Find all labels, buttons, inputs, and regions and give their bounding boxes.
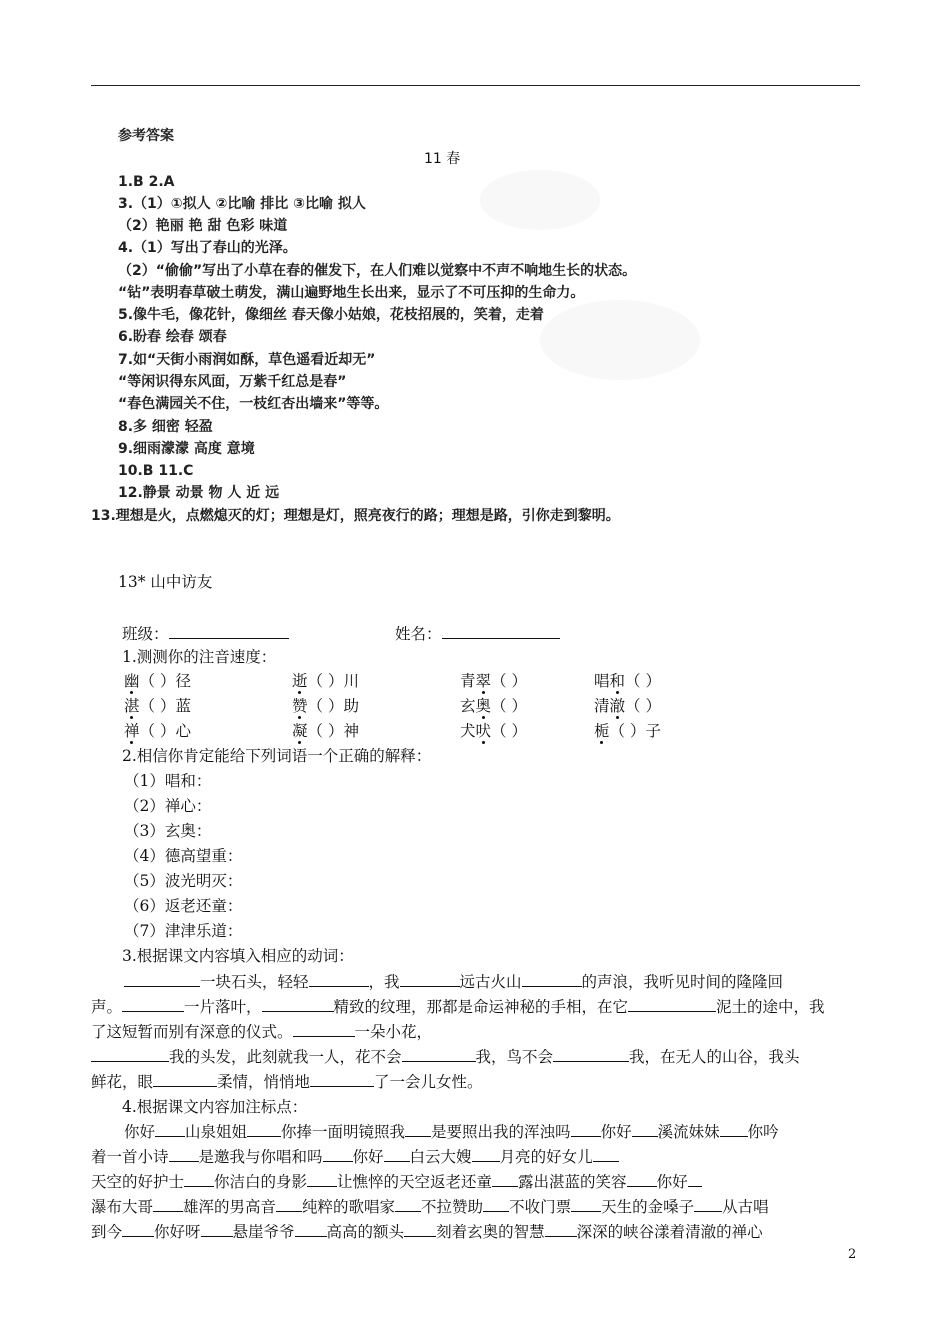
answer-line: 6.盼春 绘春 颂春 <box>118 329 227 345</box>
punctuation-blank[interactable] <box>153 1197 183 1212</box>
answer-line: 12.静景 动景 物 人 近 远 <box>118 485 280 501</box>
pinyin-item[interactable]: 禅（ ）心 <box>124 722 191 740</box>
answer-line: “钻”表明春草破土萌发，满山遍野地生长出来，显示了不可压抑的生命力。 <box>118 285 585 301</box>
punctuation-blank[interactable] <box>395 1197 421 1212</box>
pinyin-item[interactable]: 幽（ ）径 <box>124 672 191 690</box>
pinyin-item[interactable]: 唱和（ ） <box>594 672 661 690</box>
q3-prompt: 3.根据课文内容填入相应的动词： <box>122 947 354 965</box>
punctuation-blank[interactable] <box>720 1122 748 1137</box>
answer-line: “等闲识得东风面，万紫千红总是春” <box>118 374 347 390</box>
name-label: 姓名： <box>395 625 442 643</box>
punctuation-blank[interactable] <box>247 1122 281 1137</box>
answer-line: “春色满园关不住，一枝红杏出墙来”等等。 <box>118 396 389 412</box>
q1-prompt: 1.测测你的注音速度： <box>122 648 277 666</box>
answer-line: 8.多 细密 轻盈 <box>118 419 213 435</box>
class-blank[interactable] <box>169 624 289 639</box>
pinyin-item[interactable]: 栀（ ）子 <box>594 722 661 740</box>
q4-line: 天空的好护士 你洁白的身影 让憔悴的天空返老还童 露出湛蓝的笑容 你好 <box>91 1171 702 1193</box>
punctuation-blank[interactable] <box>384 1147 410 1162</box>
watermark <box>480 170 600 230</box>
pinyin-item[interactable]: 赞（ ）助 <box>292 697 359 715</box>
q3-line-3: 了这短暂而别有深意的仪式。 一朵小花， <box>91 1023 433 1041</box>
punctuation-blank[interactable] <box>483 1197 509 1212</box>
punctuation-blank[interactable] <box>404 1222 436 1237</box>
q3-line-2: 声。 一片落叶， 精致的纹理，那都是命运神秘的手相，在它 泥土的途中，我 <box>91 998 825 1016</box>
q3-line-5: 鲜花，眼 柔情，悄悄地 了一会儿女性。 <box>91 1073 483 1091</box>
page-number: 2 <box>848 1247 857 1262</box>
punctuation-blank[interactable] <box>276 1197 302 1212</box>
definition-item[interactable]: （6）返老还童： <box>124 897 243 915</box>
watermark <box>540 300 700 380</box>
punctuation-blank[interactable] <box>571 1122 601 1137</box>
answer-line: 13.理想是火，点燃熄灭的灯；理想是灯，照亮夜行的路；理想是路，引你走到黎明。 <box>91 508 620 524</box>
pinyin-item[interactable]: 青翠（ ） <box>460 672 527 690</box>
class-label: 班级： <box>122 625 169 643</box>
punctuation-blank[interactable] <box>405 1122 431 1137</box>
answer-line: 10.B 11.C <box>118 463 194 479</box>
punctuation-blank[interactable] <box>184 1172 214 1187</box>
punctuation-blank[interactable] <box>571 1197 601 1212</box>
q3-line-4: 我的头发，此刻就我一人，花不会 我，鸟不会 我，在无人的山谷，我头 <box>91 1046 800 1068</box>
answer-line: 5.像牛毛，像花针，像细丝 春天像小姑娘，花枝招展的，笑着，走着 <box>118 307 544 323</box>
punctuation-blank[interactable] <box>593 1147 619 1162</box>
header-rule <box>91 85 860 86</box>
name-blank[interactable] <box>442 624 560 639</box>
punctuation-blank[interactable] <box>627 1172 657 1187</box>
punctuation-blank[interactable] <box>694 1197 722 1212</box>
answer-line: 7.如“天街小雨润如酥，草色遥看近却无” <box>118 352 376 368</box>
punctuation-blank[interactable] <box>122 1222 154 1237</box>
punctuation-blank[interactable] <box>169 1147 199 1162</box>
punctuation-blank[interactable] <box>155 1122 185 1137</box>
punctuation-blank[interactable] <box>323 1147 353 1162</box>
answers-heading: 参考答案 <box>118 128 174 144</box>
pinyin-item[interactable]: 湛（ ）蓝 <box>124 697 191 715</box>
answer-line: （2）“偷偷”写出了小草在春的催发下，在人们难以觉察中不声不响地生长的状态。 <box>118 263 637 279</box>
answer-line: （2）艳丽 艳 甜 色彩 味道 <box>118 218 288 234</box>
answer-line: 4.（1）写出了春山的光泽。 <box>118 240 297 256</box>
definition-item[interactable]: （2）禅心： <box>124 797 212 815</box>
name-field[interactable] <box>395 623 560 645</box>
q4-prompt: 4.根据课文内容加注标点： <box>122 1098 308 1116</box>
pinyin-item[interactable]: 逝（ ）川 <box>292 672 359 690</box>
punctuation-blank[interactable] <box>201 1222 233 1237</box>
q2-prompt: 2.相信你肯定能给下列词语一个正确的解释： <box>122 747 432 765</box>
q4-line: 着一首小诗 是邀我与你唱和吗 你好 白云大嫂 月亮的好女儿 <box>91 1146 619 1168</box>
pinyin-item[interactable]: 凝（ ）神 <box>292 722 359 740</box>
punctuation-blank[interactable] <box>688 1172 702 1187</box>
definition-item[interactable]: （5）波光明灭： <box>124 872 243 890</box>
definition-item[interactable]: （7）津津乐道： <box>124 922 243 940</box>
lesson-title: 13* 山中访友 <box>118 573 213 591</box>
answer-line: 1.B 2.A <box>118 174 175 190</box>
q4-line: 你好 山泉姐姐 你捧一面明镜照我 是要照出我的浑浊吗 你好 溪流妹妹 你吟 <box>124 1123 779 1141</box>
punctuation-blank[interactable] <box>632 1122 658 1137</box>
q4-line: 瀑布大哥 雄浑的男高音 纯粹的歌唱家 不拉赞助 不收门票 天生的金嗓子 从古唱 <box>91 1198 769 1216</box>
definition-item[interactable]: （3）玄奥： <box>124 822 212 840</box>
punctuation-blank[interactable] <box>492 1172 518 1187</box>
answer-line: 3.（1）①拟人 ②比喻 排比 ③比喻 拟人 <box>118 196 366 212</box>
q3-line-1: 一块石头，轻轻 ，我 远古火山 的声浪，我听见时间的隆隆回 <box>124 971 783 993</box>
class-field[interactable] <box>122 623 289 645</box>
q4-line: 到今 你好呀 悬崖爷爷 高高的额头 刻着玄奥的智慧 深深的峡谷漾着清澈的禅心 <box>91 1223 763 1241</box>
answer-line: 9.细雨濛濛 高度 意境 <box>118 441 255 457</box>
definition-item[interactable]: （4）德高望重： <box>124 847 243 865</box>
punctuation-blank[interactable] <box>307 1172 337 1187</box>
pinyin-item[interactable]: 犬吠（ ） <box>460 722 527 740</box>
definition-item[interactable]: （1）唱和： <box>124 772 212 790</box>
answers-chapter: 11 春 <box>424 151 461 167</box>
punctuation-blank[interactable] <box>545 1222 577 1237</box>
pinyin-item[interactable]: 清澈（ ） <box>594 697 661 715</box>
punctuation-blank[interactable] <box>295 1222 327 1237</box>
pinyin-item[interactable]: 玄奥（ ） <box>460 697 527 715</box>
punctuation-blank[interactable] <box>472 1147 500 1162</box>
